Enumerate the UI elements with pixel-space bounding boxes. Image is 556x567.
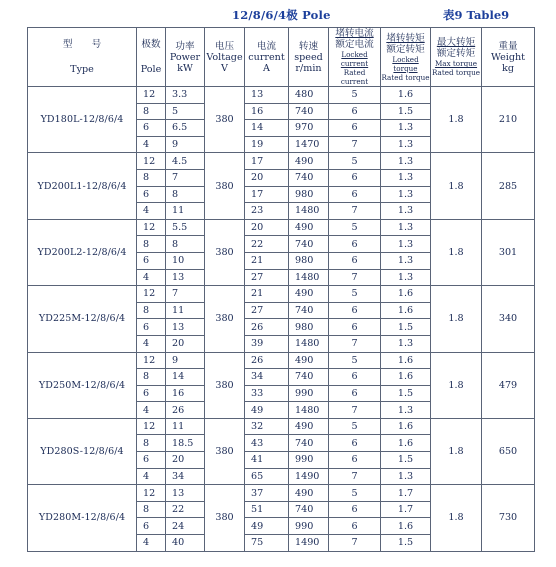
header-row	[28, 28, 535, 87]
speed-cell: 970	[289, 120, 329, 137]
voltage-cell: 380	[205, 352, 245, 418]
locked-current-cell: 6	[329, 252, 381, 269]
model-type-cell: YD250M-12/8/6/4	[28, 352, 137, 418]
title-row	[0, 0, 556, 26]
current-cell: 26	[245, 319, 289, 336]
speed-cell: 1480	[289, 402, 329, 419]
power-cell: 11	[166, 302, 205, 319]
locked-torque-cell: 1.3	[381, 203, 431, 220]
speed-cell: 1480	[289, 203, 329, 220]
pole-cell: 6	[137, 319, 166, 336]
model-type-cell: YD280S-12/8/6/4	[28, 418, 137, 484]
pole-cell: 6	[137, 385, 166, 402]
speed-cell: 1470	[289, 136, 329, 153]
current-cell: 49	[245, 518, 289, 535]
power-cell: 6.5	[166, 120, 205, 137]
weight-cell: 210	[482, 87, 535, 153]
speed-cell: 980	[289, 252, 329, 269]
power-cell: 18.5	[166, 435, 205, 452]
weight-cell: 650	[482, 418, 535, 484]
weight-cell: 301	[482, 219, 535, 285]
current-cell: 26	[245, 352, 289, 369]
speed-cell: 980	[289, 319, 329, 336]
locked-current-cell: 6	[329, 385, 381, 402]
speed-cell: 990	[289, 385, 329, 402]
locked-torque-cell: 1.3	[381, 219, 431, 236]
max-torque-cell: 1.8	[431, 485, 482, 551]
locked-torque-cell: 1.6	[381, 369, 431, 386]
current-cell: 23	[245, 203, 289, 220]
max-torque-cell: 1.8	[431, 352, 482, 418]
speed-cell: 480	[289, 87, 329, 104]
speed-cell: 740	[289, 435, 329, 452]
locked-torque-cell: 1.3	[381, 236, 431, 253]
locked-torque-cell: 1.5	[381, 319, 431, 336]
header-speed: 转速 speed r/min	[289, 28, 329, 87]
current-cell: 32	[245, 418, 289, 435]
current-cell: 51	[245, 501, 289, 518]
table-row	[28, 418, 535, 435]
locked-current-cell: 5	[329, 418, 381, 435]
power-cell: 22	[166, 501, 205, 518]
speed-cell: 490	[289, 418, 329, 435]
locked-current-cell: 6	[329, 452, 381, 469]
current-cell: 21	[245, 252, 289, 269]
speed-cell: 740	[289, 103, 329, 120]
speed-cell: 740	[289, 302, 329, 319]
current-cell: 19	[245, 136, 289, 153]
weight-cell: 730	[482, 485, 535, 551]
locked-torque-cell: 1.7	[381, 501, 431, 518]
speed-cell: 740	[289, 236, 329, 253]
power-cell: 3.3	[166, 87, 205, 104]
current-cell: 34	[245, 369, 289, 386]
pole-cell: 6	[137, 252, 166, 269]
pole-cell: 4	[137, 535, 166, 552]
pole-cell: 12	[137, 352, 166, 369]
locked-current-cell: 7	[329, 203, 381, 220]
current-cell: 37	[245, 485, 289, 502]
power-cell: 11	[166, 203, 205, 220]
pole-cell: 8	[137, 236, 166, 253]
pole-cell: 8	[137, 435, 166, 452]
locked-torque-cell: 1.3	[381, 252, 431, 269]
current-cell: 14	[245, 120, 289, 137]
locked-torque-cell: 1.7	[381, 485, 431, 502]
locked-torque-cell: 1.6	[381, 435, 431, 452]
speed-cell: 1490	[289, 535, 329, 552]
power-cell: 8	[166, 186, 205, 203]
current-cell: 21	[245, 286, 289, 303]
speed-cell: 490	[289, 219, 329, 236]
weight-cell: 285	[482, 153, 535, 219]
pole-cell: 4	[137, 269, 166, 286]
model-type-cell: YD225M-12/8/6/4	[28, 286, 137, 352]
pole-cell: 4	[137, 136, 166, 153]
power-cell: 13	[166, 485, 205, 502]
header-pole: 极数 Pole	[137, 28, 166, 87]
pole-cell: 8	[137, 302, 166, 319]
pole-cell: 12	[137, 485, 166, 502]
locked-torque-cell: 1.6	[381, 87, 431, 104]
locked-current-cell: 7	[329, 269, 381, 286]
max-torque-cell: 1.8	[431, 87, 482, 153]
model-type-cell: YD280M-12/8/6/4	[28, 485, 137, 551]
power-cell: 34	[166, 468, 205, 485]
speed-cell: 740	[289, 501, 329, 518]
table-row	[28, 219, 535, 236]
power-cell: 9	[166, 136, 205, 153]
speed-cell: 990	[289, 518, 329, 535]
power-cell: 10	[166, 252, 205, 269]
power-cell: 14	[166, 369, 205, 386]
pole-cell: 6	[137, 120, 166, 137]
speed-cell: 1490	[289, 468, 329, 485]
table-row	[28, 485, 535, 502]
power-cell: 8	[166, 236, 205, 253]
header-type: 型 号 Type	[28, 28, 137, 87]
power-cell: 16	[166, 385, 205, 402]
locked-torque-cell: 1.3	[381, 468, 431, 485]
locked-torque-cell: 1.3	[381, 269, 431, 286]
pole-cell: 6	[137, 452, 166, 469]
locked-torque-cell: 1.6	[381, 286, 431, 303]
pole-cell: 12	[137, 286, 166, 303]
pole-cell: 4	[137, 402, 166, 419]
model-type-cell: YD200L1-12/8/6/4	[28, 153, 137, 219]
pole-cell: 8	[137, 369, 166, 386]
locked-current-cell: 6	[329, 302, 381, 319]
current-cell: 33	[245, 385, 289, 402]
locked-torque-cell: 1.3	[381, 153, 431, 170]
max-torque-cell: 1.8	[431, 153, 482, 219]
current-cell: 27	[245, 269, 289, 286]
speed-cell: 740	[289, 369, 329, 386]
locked-torque-cell: 1.3	[381, 136, 431, 153]
max-torque-cell: 1.8	[431, 219, 482, 285]
locked-current-cell: 6	[329, 518, 381, 535]
current-cell: 27	[245, 302, 289, 319]
pole-cell: 12	[137, 219, 166, 236]
pole-cell: 6	[137, 186, 166, 203]
voltage-cell: 380	[205, 286, 245, 352]
locked-current-cell: 6	[329, 501, 381, 518]
speed-cell: 490	[289, 286, 329, 303]
locked-current-cell: 7	[329, 335, 381, 352]
locked-current-cell: 7	[329, 535, 381, 552]
table-number: 表9 Table9	[443, 8, 510, 22]
power-cell: 20	[166, 452, 205, 469]
header-power: 功率 Power kW	[166, 28, 205, 87]
pole-cell: 8	[137, 501, 166, 518]
voltage-cell: 380	[205, 418, 245, 484]
voltage-cell: 380	[205, 87, 245, 153]
locked-current-cell: 6	[329, 236, 381, 253]
locked-torque-cell: 1.3	[381, 186, 431, 203]
locked-current-cell: 6	[329, 435, 381, 452]
locked-torque-cell: 1.6	[381, 418, 431, 435]
pole-cell: 6	[137, 518, 166, 535]
locked-torque-cell: 1.3	[381, 335, 431, 352]
locked-current-cell: 5	[329, 219, 381, 236]
header-locked-current: 堵转电流 额定电流 Locked current Rated current	[329, 28, 381, 87]
locked-torque-cell: 1.5	[381, 452, 431, 469]
table-row	[28, 286, 535, 303]
pole-cell: 12	[137, 153, 166, 170]
table-row	[28, 153, 535, 170]
locked-current-cell: 6	[329, 369, 381, 386]
power-cell: 13	[166, 319, 205, 336]
locked-torque-cell: 1.6	[381, 302, 431, 319]
header-weight: 重量 Weight kg	[482, 28, 535, 87]
max-torque-cell: 1.8	[431, 286, 482, 352]
current-cell: 13	[245, 87, 289, 104]
current-cell: 17	[245, 153, 289, 170]
header-current: 电流 current A	[245, 28, 289, 87]
locked-current-cell: 6	[329, 186, 381, 203]
current-cell: 75	[245, 535, 289, 552]
locked-current-cell: 6	[329, 319, 381, 336]
locked-current-cell: 5	[329, 286, 381, 303]
current-cell: 20	[245, 169, 289, 186]
current-cell: 43	[245, 435, 289, 452]
locked-torque-cell: 1.6	[381, 518, 431, 535]
pole-cell: 8	[137, 169, 166, 186]
pole-cell: 12	[137, 418, 166, 435]
locked-current-cell: 7	[329, 402, 381, 419]
speed-cell: 1480	[289, 335, 329, 352]
header-voltage: 电压 Voltage V	[205, 28, 245, 87]
current-cell: 49	[245, 402, 289, 419]
locked-current-cell: 7	[329, 468, 381, 485]
pole-cell: 4	[137, 203, 166, 220]
model-type-cell: YD180L-12/8/6/4	[28, 87, 137, 153]
locked-torque-cell: 1.6	[381, 352, 431, 369]
power-cell: 13	[166, 269, 205, 286]
locked-torque-cell: 1.5	[381, 535, 431, 552]
header-max-torque: 最大转矩 额定转矩 Max torque Rated torque	[431, 28, 482, 87]
power-cell: 5.5	[166, 219, 205, 236]
speed-cell: 990	[289, 452, 329, 469]
voltage-cell: 380	[205, 219, 245, 285]
speed-cell: 490	[289, 352, 329, 369]
locked-torque-cell: 1.5	[381, 103, 431, 120]
current-cell: 16	[245, 103, 289, 120]
pole-cell: 4	[137, 468, 166, 485]
max-torque-cell: 1.8	[431, 418, 482, 484]
voltage-cell: 380	[205, 485, 245, 551]
power-cell: 9	[166, 352, 205, 369]
locked-current-cell: 5	[329, 485, 381, 502]
weight-cell: 340	[482, 286, 535, 352]
locked-current-cell: 5	[329, 153, 381, 170]
locked-current-cell: 5	[329, 87, 381, 104]
current-cell: 22	[245, 236, 289, 253]
current-cell: 20	[245, 219, 289, 236]
header-locked-torque: 堵转转矩 额定转矩 Locked torque Rated torque	[381, 28, 431, 87]
voltage-cell: 380	[205, 153, 245, 219]
locked-current-cell: 6	[329, 169, 381, 186]
pole-cell: 12	[137, 87, 166, 104]
current-cell: 17	[245, 186, 289, 203]
locked-torque-cell: 1.5	[381, 385, 431, 402]
table-row	[28, 87, 535, 104]
table-title: 12/8/6/4极 Pole	[232, 8, 331, 22]
power-cell: 26	[166, 402, 205, 419]
pole-cell: 4	[137, 335, 166, 352]
motor-spec-table	[27, 27, 535, 552]
locked-current-cell: 7	[329, 136, 381, 153]
speed-cell: 1480	[289, 269, 329, 286]
speed-cell: 490	[289, 485, 329, 502]
current-cell: 39	[245, 335, 289, 352]
pole-cell: 8	[137, 103, 166, 120]
locked-current-cell: 6	[329, 120, 381, 137]
power-cell: 7	[166, 169, 205, 186]
current-cell: 41	[245, 452, 289, 469]
locked-current-cell: 5	[329, 352, 381, 369]
power-cell: 20	[166, 335, 205, 352]
locked-current-cell: 6	[329, 103, 381, 120]
table-row	[28, 352, 535, 369]
locked-torque-cell: 1.3	[381, 402, 431, 419]
power-cell: 40	[166, 535, 205, 552]
speed-cell: 490	[289, 153, 329, 170]
locked-torque-cell: 1.3	[381, 169, 431, 186]
power-cell: 4.5	[166, 153, 205, 170]
power-cell: 7	[166, 286, 205, 303]
power-cell: 5	[166, 103, 205, 120]
power-cell: 24	[166, 518, 205, 535]
speed-cell: 740	[289, 169, 329, 186]
current-cell: 65	[245, 468, 289, 485]
locked-torque-cell: 1.3	[381, 120, 431, 137]
model-type-cell: YD200L2-12/8/6/4	[28, 219, 137, 285]
table-body	[28, 87, 535, 552]
power-cell: 11	[166, 418, 205, 435]
speed-cell: 980	[289, 186, 329, 203]
weight-cell: 479	[482, 352, 535, 418]
